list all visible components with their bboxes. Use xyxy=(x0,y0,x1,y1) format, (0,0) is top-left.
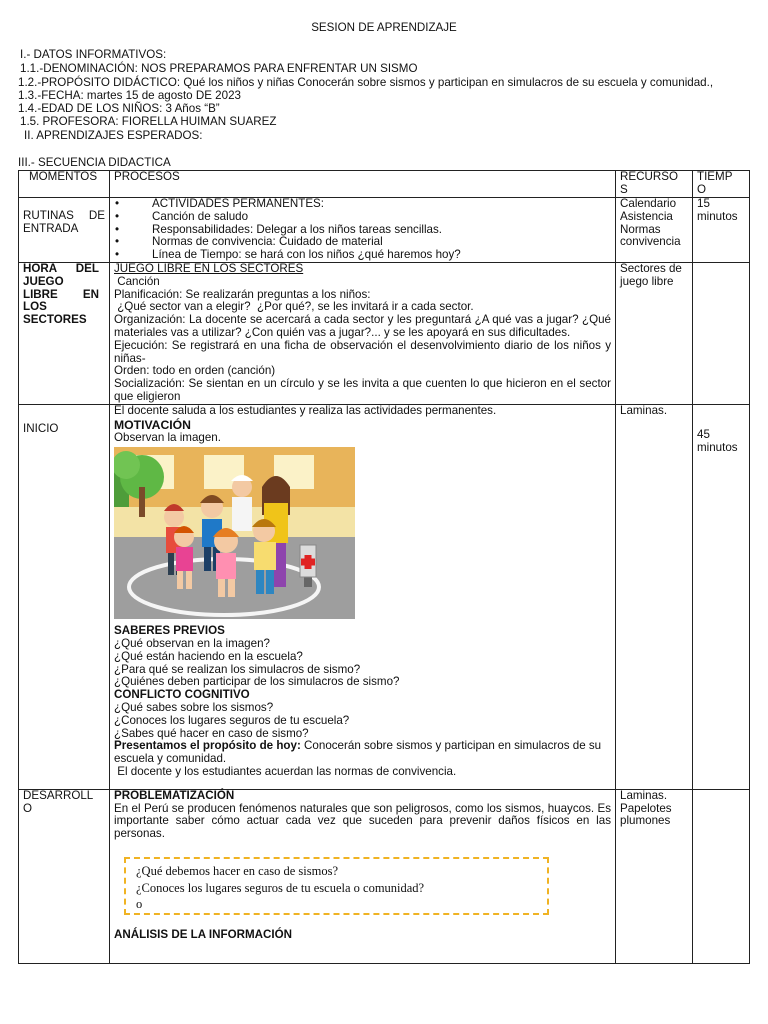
juego-orden: Orden: todo en orden (canción) xyxy=(114,364,276,378)
list-item: ¿Qué sabes sobre los sismos? xyxy=(114,700,274,714)
inicio-normas: El docente y los estudiantes acuerdan las normas de convivencia. xyxy=(114,764,457,778)
info-heading: I.- DATOS INFORMATIVOS: xyxy=(20,48,167,61)
inicio-observan: Observan la imagen. xyxy=(114,431,221,445)
table-row-desarrollo xyxy=(19,789,750,963)
juego-planificacion: Planificación: Se realizarán preguntas a los niños: xyxy=(114,287,371,301)
header-momentos: MOMENTOS xyxy=(19,171,110,198)
analisis-heading: ANÁLISIS DE LA INFORMACIÓN xyxy=(114,927,292,941)
tiempo-inicio: 45 minutos xyxy=(693,404,750,789)
juego-organizacion: Organización: La docente se acercará a cada sector y les preguntará ¿A qué vas a jugar? ¿Qué materiales vas a utilizar? ¿Con quién vas a jugar?... y se les apoyará en sus dificultades. xyxy=(114,313,611,339)
list-item: • Línea de Tiempo: se hará con los niños ¿qué haremos hoy? xyxy=(132,249,611,262)
didactic-sequence-table xyxy=(18,170,750,964)
momento-rutinas: RUTINAS DE ENTRADA xyxy=(19,198,110,263)
info-proposito: 1.2.-PROPÓSITO DIDÁCTICO: Qué los niños y niñas Conocerán sobre sismos y participan en simulacros de su escuela y comunidad., xyxy=(18,76,714,89)
proposito-text: Conocerán sobre sismos y participan en simulacros de su escuela y comunidad. xyxy=(114,739,602,766)
table-header-row xyxy=(19,171,750,198)
info-fecha: 1.3.-FECHA: martes 15 de agosto DE 2023 xyxy=(18,89,241,102)
recursos-desarrollo: Laminas. Papelotes plumones xyxy=(616,789,693,963)
juego-ejecucion: Ejecución: Se registrará en una ficha de observación el desenvolvimiento diario de los niños y niñas- xyxy=(114,338,611,365)
juego-cancion: Canción xyxy=(114,274,160,288)
inicio-motivacion: MOTIVACIÓN xyxy=(114,417,191,432)
list-item: ¿Qué debemos hacer en caso de sismos? xyxy=(136,863,339,878)
table-row-rutinas xyxy=(19,198,750,263)
momento-juego: HORA DEL JUEGO LIBRE EN LOS SECTORES xyxy=(19,262,110,404)
list-item: ¿Para qué se realizan los simulacros de sismo? xyxy=(114,662,361,676)
juego-socializacion: Socialización: Se sientan en un círculo y se les invita a que cuenten lo que hicieron en el sector que eligieron xyxy=(114,377,611,403)
procesos-juego xyxy=(110,262,616,404)
info-aprendizajes: II. APRENDIZAJES ESPERADOS: xyxy=(24,129,203,142)
list-item: • Responsabilidades: Delegar a los niños tareas sencillas. xyxy=(132,224,611,237)
proposito-paragraph xyxy=(114,740,611,766)
list-item: • Canción de saludo xyxy=(132,211,611,224)
recursos-rutinas: Calendario Asistencia Normas convivencia xyxy=(616,198,693,263)
list-item: ¿Quiénes deben participar de los simulacros de sismo? xyxy=(114,675,400,689)
juego-sector: ¿Qué sector van a elegir? ¿Por qué?, se les invitará ir a cada sector. xyxy=(114,300,474,314)
list-item: ¿Qué observan en la imagen? xyxy=(114,636,270,650)
proposito-label: Presentamos el propósito de hoy: xyxy=(114,739,301,753)
list-item: • Normas de convivencia: Cuidado de material xyxy=(132,236,611,249)
problematizacion-text: En el Perú se producen fenómenos naturales que son peligrosos, como los sismos, huaycos. Es importante saber cómo actuar cada vez que suceden para prevenir daños físicos en las personas. xyxy=(114,801,611,841)
tiempo-juego xyxy=(693,262,750,404)
questions-box xyxy=(124,857,549,915)
procesos-rutinas xyxy=(110,198,616,263)
problematizacion-heading: PROBLEMATIZACIÓN xyxy=(114,788,235,802)
tiempo-rutinas: 15 minutos xyxy=(693,198,750,263)
header-procesos: PROCESOS xyxy=(110,171,616,198)
header-recursos: RECURSO S xyxy=(616,171,693,198)
info-profesora: 1.5. PROFESORA: FIORELLA HUIMAN SUAREZ xyxy=(20,115,277,128)
juego-title: JUEGO LIBRE EN LOS SECTORES xyxy=(114,261,304,275)
list-item: o xyxy=(136,896,143,911)
info-edad: 1.4.-EDAD DE LOS NIÑOS: 3 Años “B” xyxy=(18,102,220,115)
page-title: SESION DE APRENDIZAJE xyxy=(311,21,457,34)
recursos-inicio: Laminas. xyxy=(616,404,693,789)
inicio-saludo: El docente saluda a los estudiantes y realiza las actividades permanentes. xyxy=(114,403,497,417)
list-item: ¿Qué están haciendo en la escuela? xyxy=(114,649,303,663)
rutinas-list xyxy=(114,198,611,262)
momento-inicio: INICIO xyxy=(19,404,110,789)
tiempo-desarrollo xyxy=(693,789,750,963)
info-secuencia: III.- SECUENCIA DIDACTICA xyxy=(18,156,171,169)
recursos-juego: Sectores de juego libre xyxy=(616,262,693,404)
info-denominacion: 1.1.-DENOMINACIÓN: NOS PREPARAMOS PARA ENFRENTAR UN SISMO xyxy=(20,62,418,75)
earthquake-drill-illustration xyxy=(114,447,355,619)
procesos-desarrollo xyxy=(110,789,616,963)
saberes-heading: SABERES PREVIOS xyxy=(114,624,225,638)
header-tiempo: TIEMP O xyxy=(693,171,750,198)
list-item: ¿Conoces los lugares seguros de tu escuela o comunidad? xyxy=(136,880,425,895)
list-item: • ACTIVIDADES PERMANENTES: xyxy=(132,198,611,211)
table-row-inicio xyxy=(19,404,750,789)
list-item: ¿Conoces los lugares seguros de tu escuela? xyxy=(114,713,350,727)
list-item: ¿Sabes qué hacer en caso de sismo? xyxy=(114,726,309,740)
procesos-inicio xyxy=(110,404,616,789)
conflicto-heading: CONFLICTO COGNITIVO xyxy=(114,688,250,702)
table-row-juego xyxy=(19,262,750,404)
momento-desarrollo: DESARROLL O xyxy=(19,789,110,963)
